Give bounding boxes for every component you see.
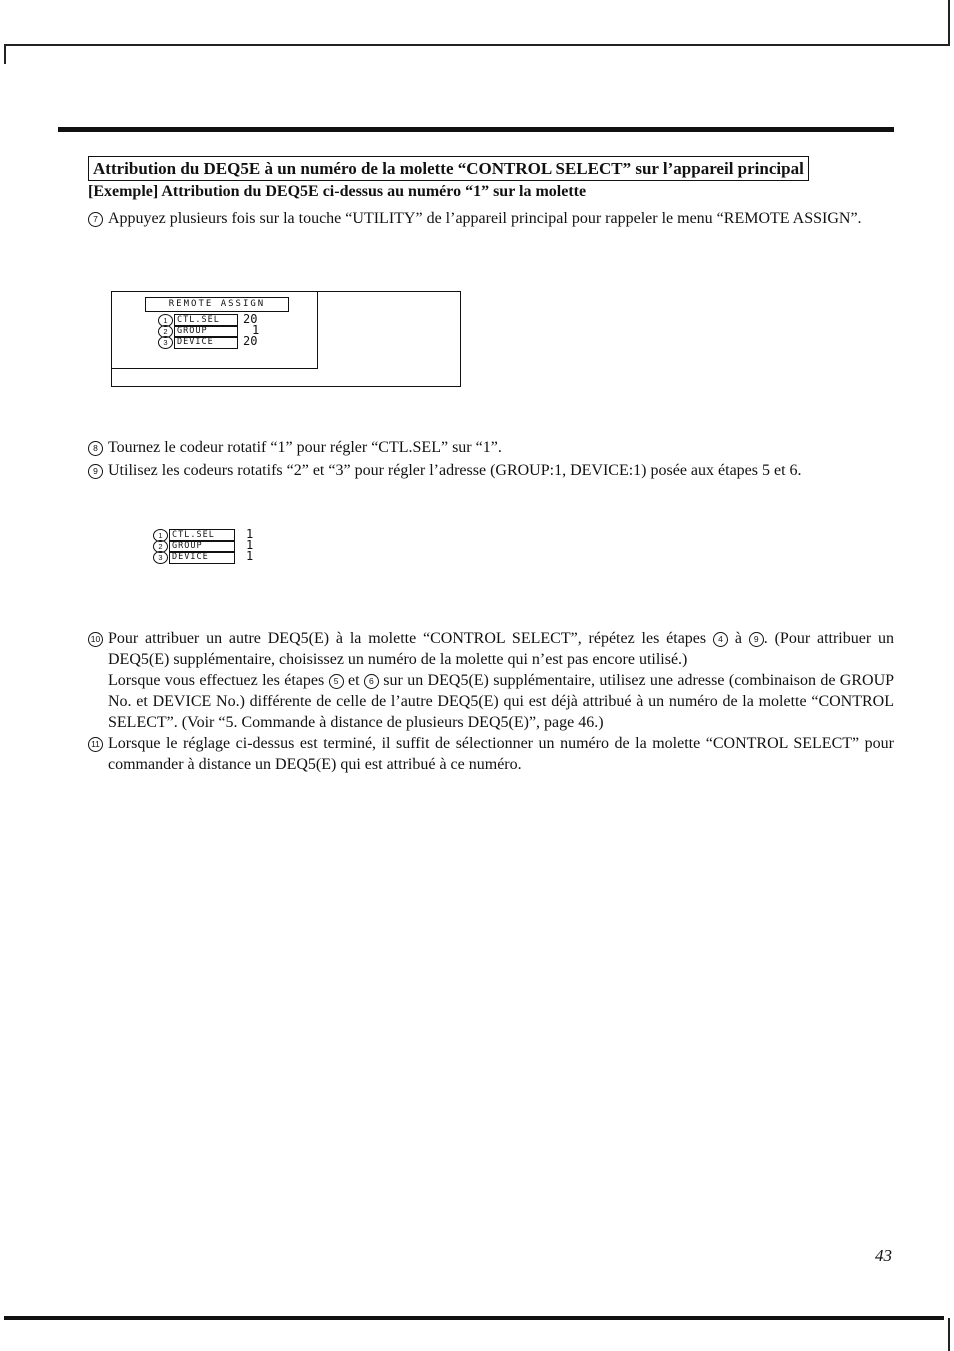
step-7-text: Appuyez plusieurs fois sur la touche “UTILITY” de l’appareil principal pour rappeler le menu “REMOTE ASSIGN”. bbox=[108, 210, 862, 227]
lcd1-row-value: 20 bbox=[243, 334, 258, 348]
step-ref-4: 4 bbox=[713, 632, 728, 647]
lcd1-row-value: 20 bbox=[243, 312, 258, 326]
page-number: 43 bbox=[875, 1246, 892, 1265]
section-title: Attribution du DEQ5E à un numéro de la molette “CONTROL SELECT” sur l’appareil principal bbox=[88, 156, 809, 181]
lcd1-row-value: 1 bbox=[252, 323, 260, 337]
lcd2-row-label: DEVICE bbox=[169, 551, 235, 564]
step-11 bbox=[88, 733, 894, 775]
lcd2-row-value: 1 bbox=[246, 549, 254, 563]
lcd1-row-number: 1 bbox=[158, 314, 173, 327]
step-10-paragraph-1: Pour attribuer un autre DEQ5(E) à la molette “CONTROL SELECT”, répétez les étapes 4 à 9 . (Pour attribuer un DEQ5(E) supplémentaire, choisissez un numéro de la molette qui n’est pas encore utilisé.) bbox=[108, 630, 895, 668]
step-10-paragraph-2: Lorsque vous effectuez les étapes 5 et 6 sur un DEQ5(E) supplémentaire, utilisez une adresse (combinaison de GROUP No. et DEVICE No.) différente de celle de l’autre DEQ5(E) qui est déjà attribué à un numéro de la molette “CONTROL SELECT”. (Voir “5. Commande à distance de plusieurs DEQ5(E)”, page 46.) bbox=[108, 672, 895, 731]
step-9 bbox=[88, 460, 894, 481]
lcd2-row-value: 1 bbox=[246, 527, 254, 541]
top-thin-rule bbox=[4, 44, 950, 46]
step-ref-5: 5 bbox=[329, 674, 344, 689]
step-7 bbox=[88, 208, 894, 229]
lcd-menu-title: REMOTE ASSIGN bbox=[145, 297, 289, 312]
step-10 bbox=[88, 628, 894, 733]
step-9-number: 9 bbox=[88, 464, 103, 479]
right-edge-rule bbox=[948, 0, 950, 46]
bottom-thick-rule bbox=[4, 1316, 944, 1320]
step-11-text: Lorsque le réglage ci-dessus est terminé, il suffit de sélectionner un numéro de la molette “CONTROL SELECT” pour commander à distance un DEQ5(E) qui est attribué à ce numéro. bbox=[108, 735, 894, 773]
lcd2-row-number: 3 bbox=[153, 551, 168, 564]
step-7-number: 7 bbox=[88, 212, 103, 227]
corner-rule bbox=[4, 44, 6, 64]
lcd2-row-label: GROUP bbox=[169, 540, 235, 553]
example-title: [Exemple] Attribution du DEQ5E ci-dessus au numéro “1” sur la molette bbox=[88, 183, 587, 200]
step-8-number: 8 bbox=[88, 441, 103, 456]
lcd2-row-number: 1 bbox=[153, 529, 168, 542]
right-bottom-rule bbox=[948, 1318, 950, 1351]
lcd2-row-number: 2 bbox=[153, 540, 168, 553]
top-thick-rule bbox=[58, 127, 894, 132]
lcd1-row-number: 3 bbox=[158, 336, 173, 349]
lcd2-row-value: 1 bbox=[246, 538, 254, 552]
lcd1-row-label: DEVICE bbox=[174, 336, 238, 349]
lcd2-row-label: CTL.SEL bbox=[169, 529, 235, 542]
step-ref-9: 9 bbox=[749, 632, 764, 647]
lcd1-row-label: GROUP bbox=[174, 325, 238, 338]
step-8-text: Tournez le codeur rotatif “1” pour régler “CTL.SEL” sur “1”. bbox=[108, 439, 502, 456]
lcd1-row-number: 2 bbox=[158, 325, 173, 338]
lcd1-row-label: CTL.SEL bbox=[174, 314, 238, 327]
step-8 bbox=[88, 437, 894, 458]
step-ref-6: 6 bbox=[364, 674, 379, 689]
step-11-number: 11 bbox=[88, 737, 103, 752]
step-9-text: Utilisez les codeurs rotatifs “2” et “3” pour régler l’adresse (GROUP:1, DEVICE:1) posée aux étapes 5 et 6. bbox=[108, 462, 802, 479]
step-10-number: 10 bbox=[88, 632, 103, 647]
